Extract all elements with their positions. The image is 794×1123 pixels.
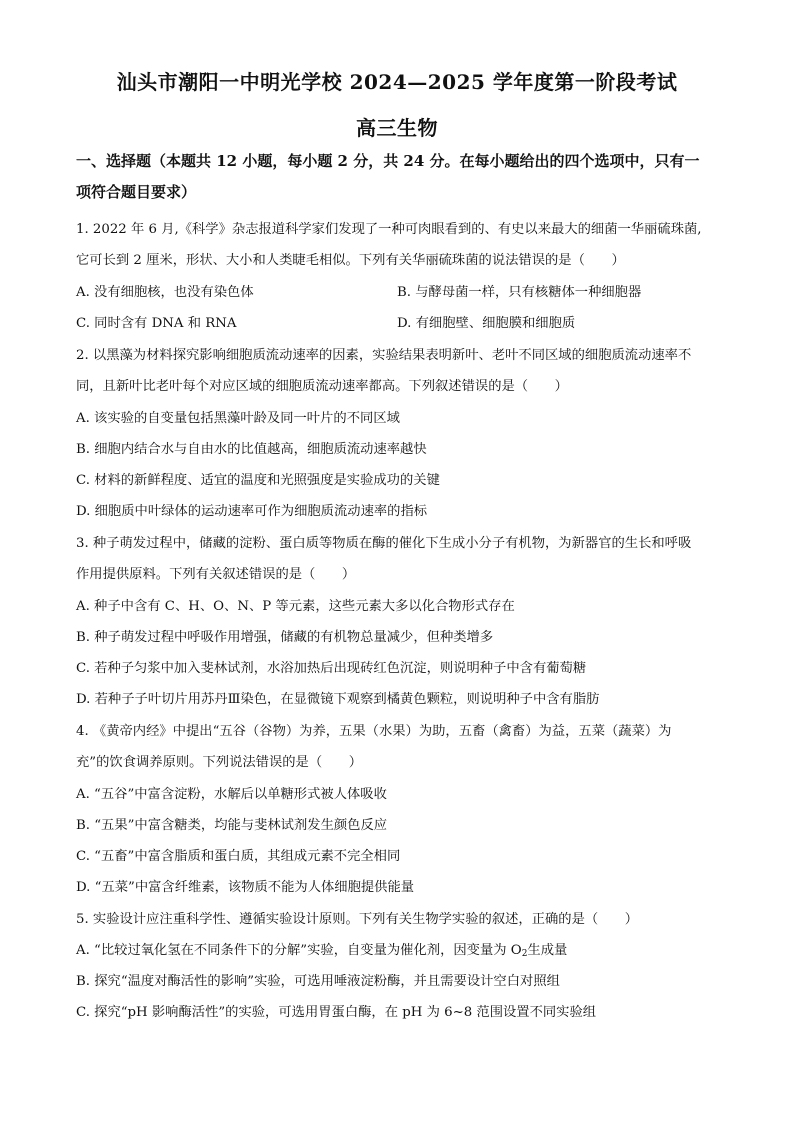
question-2-option-c: C. 材料的新鲜程度、适宜的温度和光照强度是实验成功的关键	[76, 473, 440, 488]
question-2-option-d: D. 细胞质中叶绿体的运动速率可作为细胞质流动速率的指标	[76, 504, 428, 519]
question-4-option-b: B. “五果”中富含糖类，均能与斐林试剂发生颜色反应	[76, 818, 388, 833]
question-1-option-a: A. 没有细胞核，也没有染色体	[76, 285, 254, 300]
question-4-option-d: D. “五菜”中富含纤维素，该物质不能为人体细胞提供能量	[76, 880, 415, 895]
section-heading-line1: 一、选择题（本题共 12 小题，每小题 2 分，共 24 分。在每小题给出的四个选项中，只有一	[76, 152, 700, 170]
question-5-stem-line1: 5. 实验设计应注重科学性、遵循实验设计原则。下列有关生物学实验的叙述，正确的是（ ）	[76, 912, 639, 927]
question-4-stem-line1: 4. 《黄帝内经》中提出“五谷（谷物）为养，五果（水果）为助，五畜（禽畜）为益，五菜（蔬菜）为	[76, 724, 672, 739]
question-1-option-d: D. 有细胞壁、细胞膜和细胞质	[397, 316, 576, 331]
question-5-option-a-text: A. “比较过氧化氢在不同条件下的分解”实验，自变量为催化剂，因变量为 O	[76, 943, 522, 958]
question-1-option-c: C. 同时含有 DNA 和 RNA	[76, 316, 237, 331]
question-4-option-a: A. “五谷”中富含淀粉，水解后以单糖形式被人体吸收	[76, 787, 387, 802]
question-5-option-a-subscript: 2	[521, 949, 528, 959]
question-4-option-c: C. “五畜”中富含脂质和蛋白质，其组成元素不完全相同	[76, 849, 401, 864]
question-2-option-a: A. 该实验的自变量包括黑藻叶龄及同一叶片的不同区域	[76, 411, 400, 426]
question-3-option-c: C. 若种子匀浆中加入斐林试剂，水浴加热后出现砖红色沉淀，则说明种子中含有葡萄糖	[76, 661, 587, 676]
question-3-option-a: A. 种子中含有 C、H、O、N、P 等元素，这些元素大多以化合物形式存在	[76, 599, 515, 614]
question-2-stem-line2: 同，且新叶比老叶每个对应区域的细胞质流动速率都高。下列叙述错误的是（ ）	[76, 379, 568, 394]
question-4-stem-line2: 充”的饮食调养原则。下列说法错误的是（ ）	[76, 755, 363, 770]
question-3-option-d: D. 若种子子叶切片用苏丹Ⅲ染色，在显微镜下观察到橘黄色颗粒，则说明种子中含有脂肪	[76, 692, 600, 707]
section-heading-line2: 项符合题目要求）	[76, 183, 197, 201]
exam-title: 汕头市潮阳一中明光学校 2024—2025 学年度第一阶段考试	[116, 70, 678, 94]
question-2-stem-line1: 2. 以黑藻为材料探究影响细胞质流动速率的因素，实验结果表明新叶、老叶不同区域的细胞质流动速率不	[76, 348, 692, 363]
question-2-option-b: B. 细胞内结合水与自由水的比值越高，细胞质流动速率越快	[76, 442, 427, 457]
question-1-stem-line1: 1. 2022 年 6 月,《科学》杂志报道科学家们发现了一种可肉眼看到的、有史以来最大的细菌一华丽硫珠菌,	[76, 222, 702, 237]
question-3-stem-line1: 3. 种子萌发过程中，储藏的淀粉、蛋白质等物质在酶的催化下生成小分子有机物，为新器官的生长和呼吸	[76, 536, 692, 551]
section-heading	[76, 146, 726, 208]
question-5-option-b: B. 探究“温度对酶活性的影响”实验，可选用唾液淀粉酶，并且需要设计空白对照组	[76, 974, 560, 989]
question-5-option-a-tail: 生成量	[527, 943, 568, 958]
question-3-option-b: B. 种子萌发过程中呼吸作用增强，储藏的有机物总量减少，但种类增多	[76, 630, 494, 645]
question-5-option-c: C. 探究“pH 影响酶活性”的实验，可选用胃蛋白酶，在 pH 为 6~8 范围设置不同实验组	[76, 1005, 597, 1020]
exam-subject: 高三生物	[356, 116, 438, 140]
question-5-option-a	[76, 941, 736, 964]
question-1-stem-line2: 它可长到 2 厘米，形状、大小和人类睫毛相似。下列有关华丽硫珠菌的说法错误的是（ ）	[76, 253, 625, 268]
question-1-option-b: B. 与酵母菌一样，只有核糖体一种细胞器	[397, 285, 642, 300]
question-3-stem-line2: 作用提供原料。下列有关叙述错误的是（ ）	[76, 567, 356, 582]
